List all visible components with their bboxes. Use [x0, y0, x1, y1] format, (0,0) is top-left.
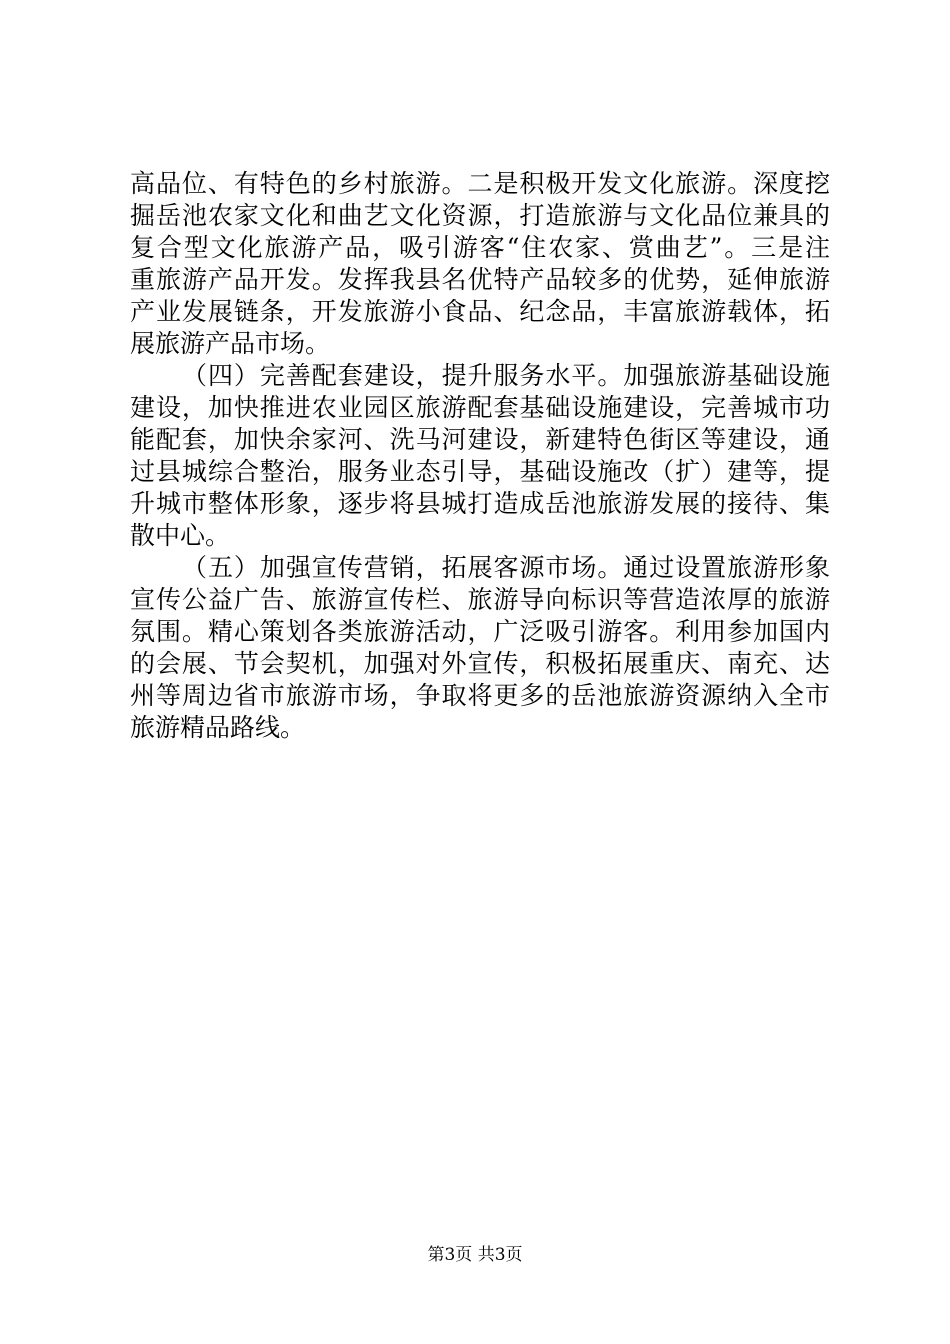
paragraph-line: 建设，加快推进农业园区旅游配套基础设施建设，完善城市功 [130, 393, 830, 422]
paragraph-line: 重旅游产品开发。发挥我县名优特产品较多的优势，延伸旅游 [130, 265, 830, 294]
paragraph-line: 产业发展链条，开发旅游小食品、纪念品，丰富旅游载体，拓 [130, 297, 830, 326]
paragraph-line: 旅游精品路线。 [130, 713, 306, 742]
paragraph-line: 散中心。 [130, 521, 231, 550]
paragraph-line: 高品位、有特色的乡村旅游。二是积极开发文化旅游。深度挖 [130, 169, 830, 198]
paragraph-line: 能配套，加快余家河、洗马河建设，新建特色街区等建设，通 [130, 425, 830, 454]
page-number-footer: 第3页 共3页 [427, 1245, 523, 1265]
paragraph-line: 的会展、节会契机，加强对外宣传，积极拓展重庆、南充、达 [130, 649, 830, 678]
paragraph-line: 州等周边省市旅游市场，争取将更多的岳池旅游资源纳入全市 [130, 681, 830, 710]
paragraph-line: 过县城综合整治，服务业态引导，基础设施改（扩）建等，提 [130, 457, 830, 486]
paragraph-line: 升城市整体形象，逐步将县城打造成岳池旅游发展的接待、集 [130, 489, 830, 518]
paragraph-line: 复合型文化旅游产品，吸引游客“住农家、赏曲艺”。三是注 [130, 233, 830, 262]
section-heading-line: （五）加强宣传营销，拓展客源市场。通过设置旅游形象 [182, 553, 830, 582]
paragraph-line: 掘岳池农家文化和曲艺文化资源，打造旅游与文化品位兼具的 [130, 201, 830, 230]
paragraph-line: 展旅游产品市场。 [130, 329, 331, 358]
paragraph-line: 氛围。精心策划各类旅游活动，广泛吸引游客。利用参加国内 [130, 617, 830, 646]
paragraph-line: 宣传公益广告、旅游宣传栏、旅游导向标识等营造浓厚的旅游 [130, 585, 830, 614]
section-heading-line: （四）完善配套建设，提升服务水平。加强旅游基础设施 [182, 361, 830, 390]
document-body [130, 168, 830, 744]
